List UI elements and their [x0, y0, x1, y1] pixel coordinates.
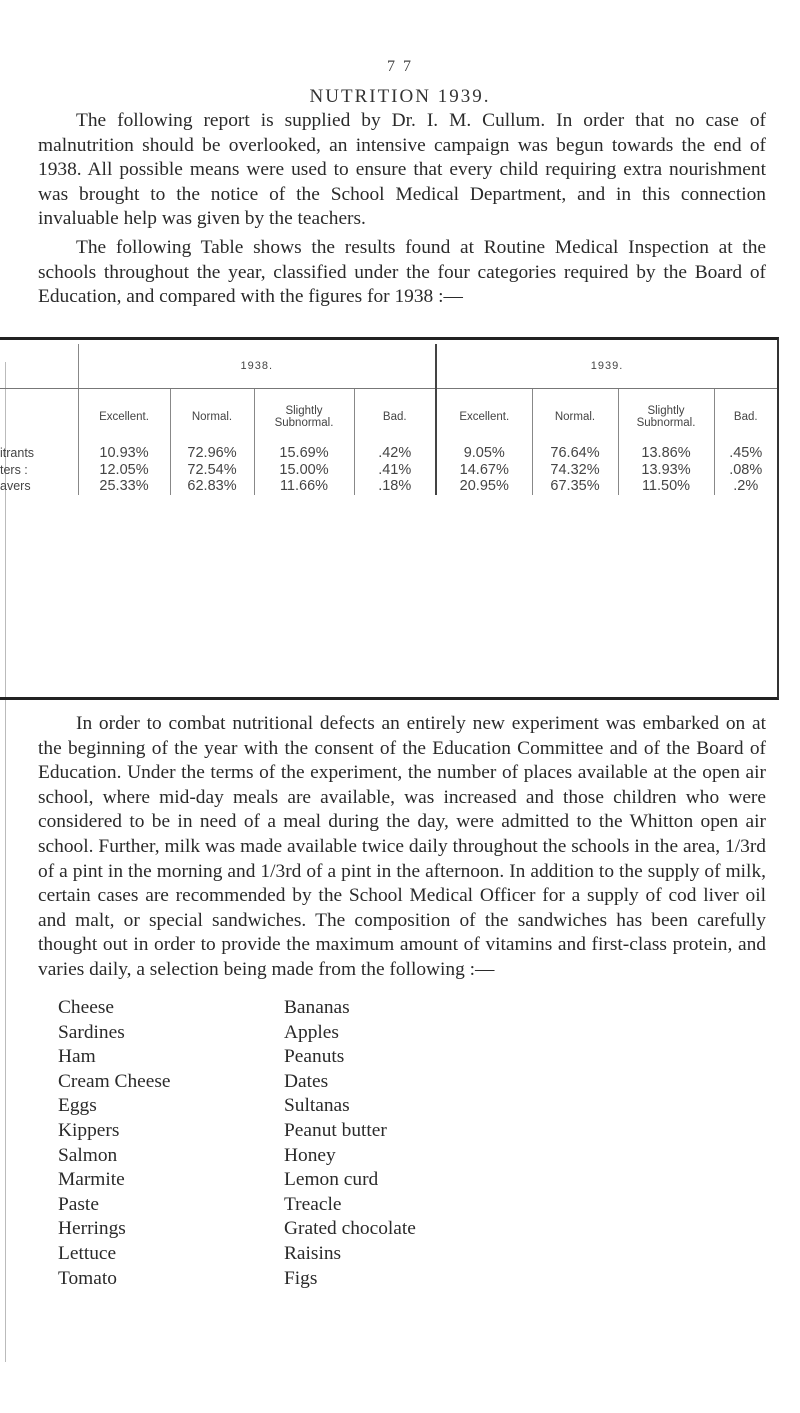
food-list-left	[58, 996, 284, 1291]
food-list	[58, 996, 558, 1291]
list-item: Herrings	[58, 1218, 126, 1240]
cell: .42%	[354, 445, 436, 462]
category-bad-1938: Bad.	[354, 389, 436, 446]
list-item: Lemon curd	[284, 1169, 379, 1191]
page-number: 7 7	[387, 58, 413, 75]
results-table	[0, 344, 777, 495]
list-item: Raisins	[284, 1242, 342, 1264]
category-header-row	[0, 389, 777, 446]
cell: 62.83%	[170, 478, 254, 495]
list-item: Dates	[284, 1070, 329, 1092]
table-row	[0, 478, 777, 495]
cell: .41%	[354, 462, 436, 479]
cell: 15.69%	[254, 445, 354, 462]
row-label-header	[0, 389, 78, 446]
list-item: Peanut butter	[284, 1119, 387, 1141]
cell: 72.96%	[170, 445, 254, 462]
cell: .45%	[714, 445, 777, 462]
list-item: Honey	[284, 1144, 336, 1166]
cell: 12.05%	[78, 462, 170, 479]
food-list-right	[284, 996, 416, 1291]
intro-paragraph-1: The following report is supplied by Dr. I. M. Cullum. In order that no case of malnutrition should be overlooked, an intensive campaign was begun towards the end of 1938. All possible means were used to ensure that every child requiring extra nourishment was brought to the notice of the School Medical Department, and in this connection invaluable help was given by the teachers.	[38, 110, 766, 230]
cell: 13.86%	[618, 445, 714, 462]
experiment-paragraph: In order to combat nutritional defects an entirely new experiment was embarked on at the beginning of the year with the consent of the Education Committee and of the Board of Education. Under the terms of the experiment, the number of places available at the open air school, where mid-day meals are available, was increased and those children who were considered to be in need of a meal during the day, were admitted to the Whitton open air school. Further, milk was made available twice daily throughout the schools in the area, 1/3rd of a pint in the morning and 1/3rd of a pint in the afternoon. In addition to the supply of milk, certain cases are recommended by the School Medical Officer for a supply of cod liver oil and malt, or special sandwiches. The composition of the sandwiches has been carefully thought out in order to provide the maximum amount of vitamins and first-class protein, and varies daily, a selection being made from the following :—	[38, 713, 766, 980]
list-item: Peanuts	[284, 1046, 345, 1068]
intro-paragraph-2: The following Table shows the results found at Routine Medical Inspection at the schools throughout the year, classified under the four categories required by the Board of Education, and compared with the figures for 1938 :—	[38, 237, 766, 308]
category-excellent-1939: Excellent.	[436, 389, 532, 446]
cell: 14.67%	[436, 462, 532, 479]
list-item: Tomato	[58, 1267, 117, 1289]
list-item: Cream Cheese	[58, 1070, 171, 1092]
category-subnormal-1939: Slightly Subnormal.	[618, 389, 714, 446]
table-row	[0, 462, 777, 479]
year-1938-header: 1938.	[78, 344, 436, 389]
list-item: Paste	[58, 1193, 99, 1215]
cell: 74.32%	[532, 462, 618, 479]
cell: 67.35%	[532, 478, 618, 495]
list-item: Treacle	[284, 1193, 342, 1215]
cell: .2%	[714, 478, 777, 495]
list-item: Salmon	[58, 1144, 118, 1166]
cell: 72.54%	[170, 462, 254, 479]
list-item: Cheese	[58, 997, 114, 1018]
list-item: Bananas	[284, 997, 350, 1018]
list-item: Apples	[284, 1021, 339, 1043]
category-bad-1939: Bad.	[714, 389, 777, 446]
list-item: Grated chocolate	[284, 1218, 416, 1240]
category-subnormal-1938: Slightly Subnormal.	[254, 389, 354, 446]
list-item: Marmite	[58, 1169, 125, 1191]
cell: 13.93%	[618, 462, 714, 479]
cell: 11.50%	[618, 478, 714, 495]
row-label: itrants	[0, 446, 35, 461]
category-excellent-1938: Excellent.	[78, 389, 170, 446]
row-label: avers	[0, 479, 31, 494]
row-label-header	[0, 344, 78, 389]
cell: 9.05%	[436, 445, 532, 462]
cell: 10.93%	[78, 445, 170, 462]
row-label: ters :	[0, 462, 28, 477]
table-row	[0, 445, 777, 462]
cell: 25.33%	[78, 478, 170, 495]
list-item: Figs	[284, 1267, 318, 1289]
list-item: Lettuce	[58, 1242, 117, 1264]
list-item: Ham	[58, 1046, 96, 1068]
cell: .08%	[714, 462, 777, 479]
category-normal-1938: Normal.	[170, 389, 254, 446]
list-item: Eggs	[58, 1095, 97, 1117]
year-header-row	[0, 344, 777, 389]
list-item: Kippers	[58, 1119, 120, 1141]
list-item: Sardines	[58, 1021, 125, 1043]
cell: 11.66%	[254, 478, 354, 495]
year-1939-header: 1939.	[436, 344, 777, 389]
cell: 76.64%	[532, 445, 618, 462]
list-item: Sultanas	[284, 1095, 350, 1117]
cell: .18%	[354, 478, 436, 495]
cell: 20.95%	[436, 478, 532, 495]
category-normal-1939: Normal.	[532, 389, 618, 446]
page-title: NUTRITION 1939.	[309, 86, 491, 107]
cell: 15.00%	[254, 462, 354, 479]
